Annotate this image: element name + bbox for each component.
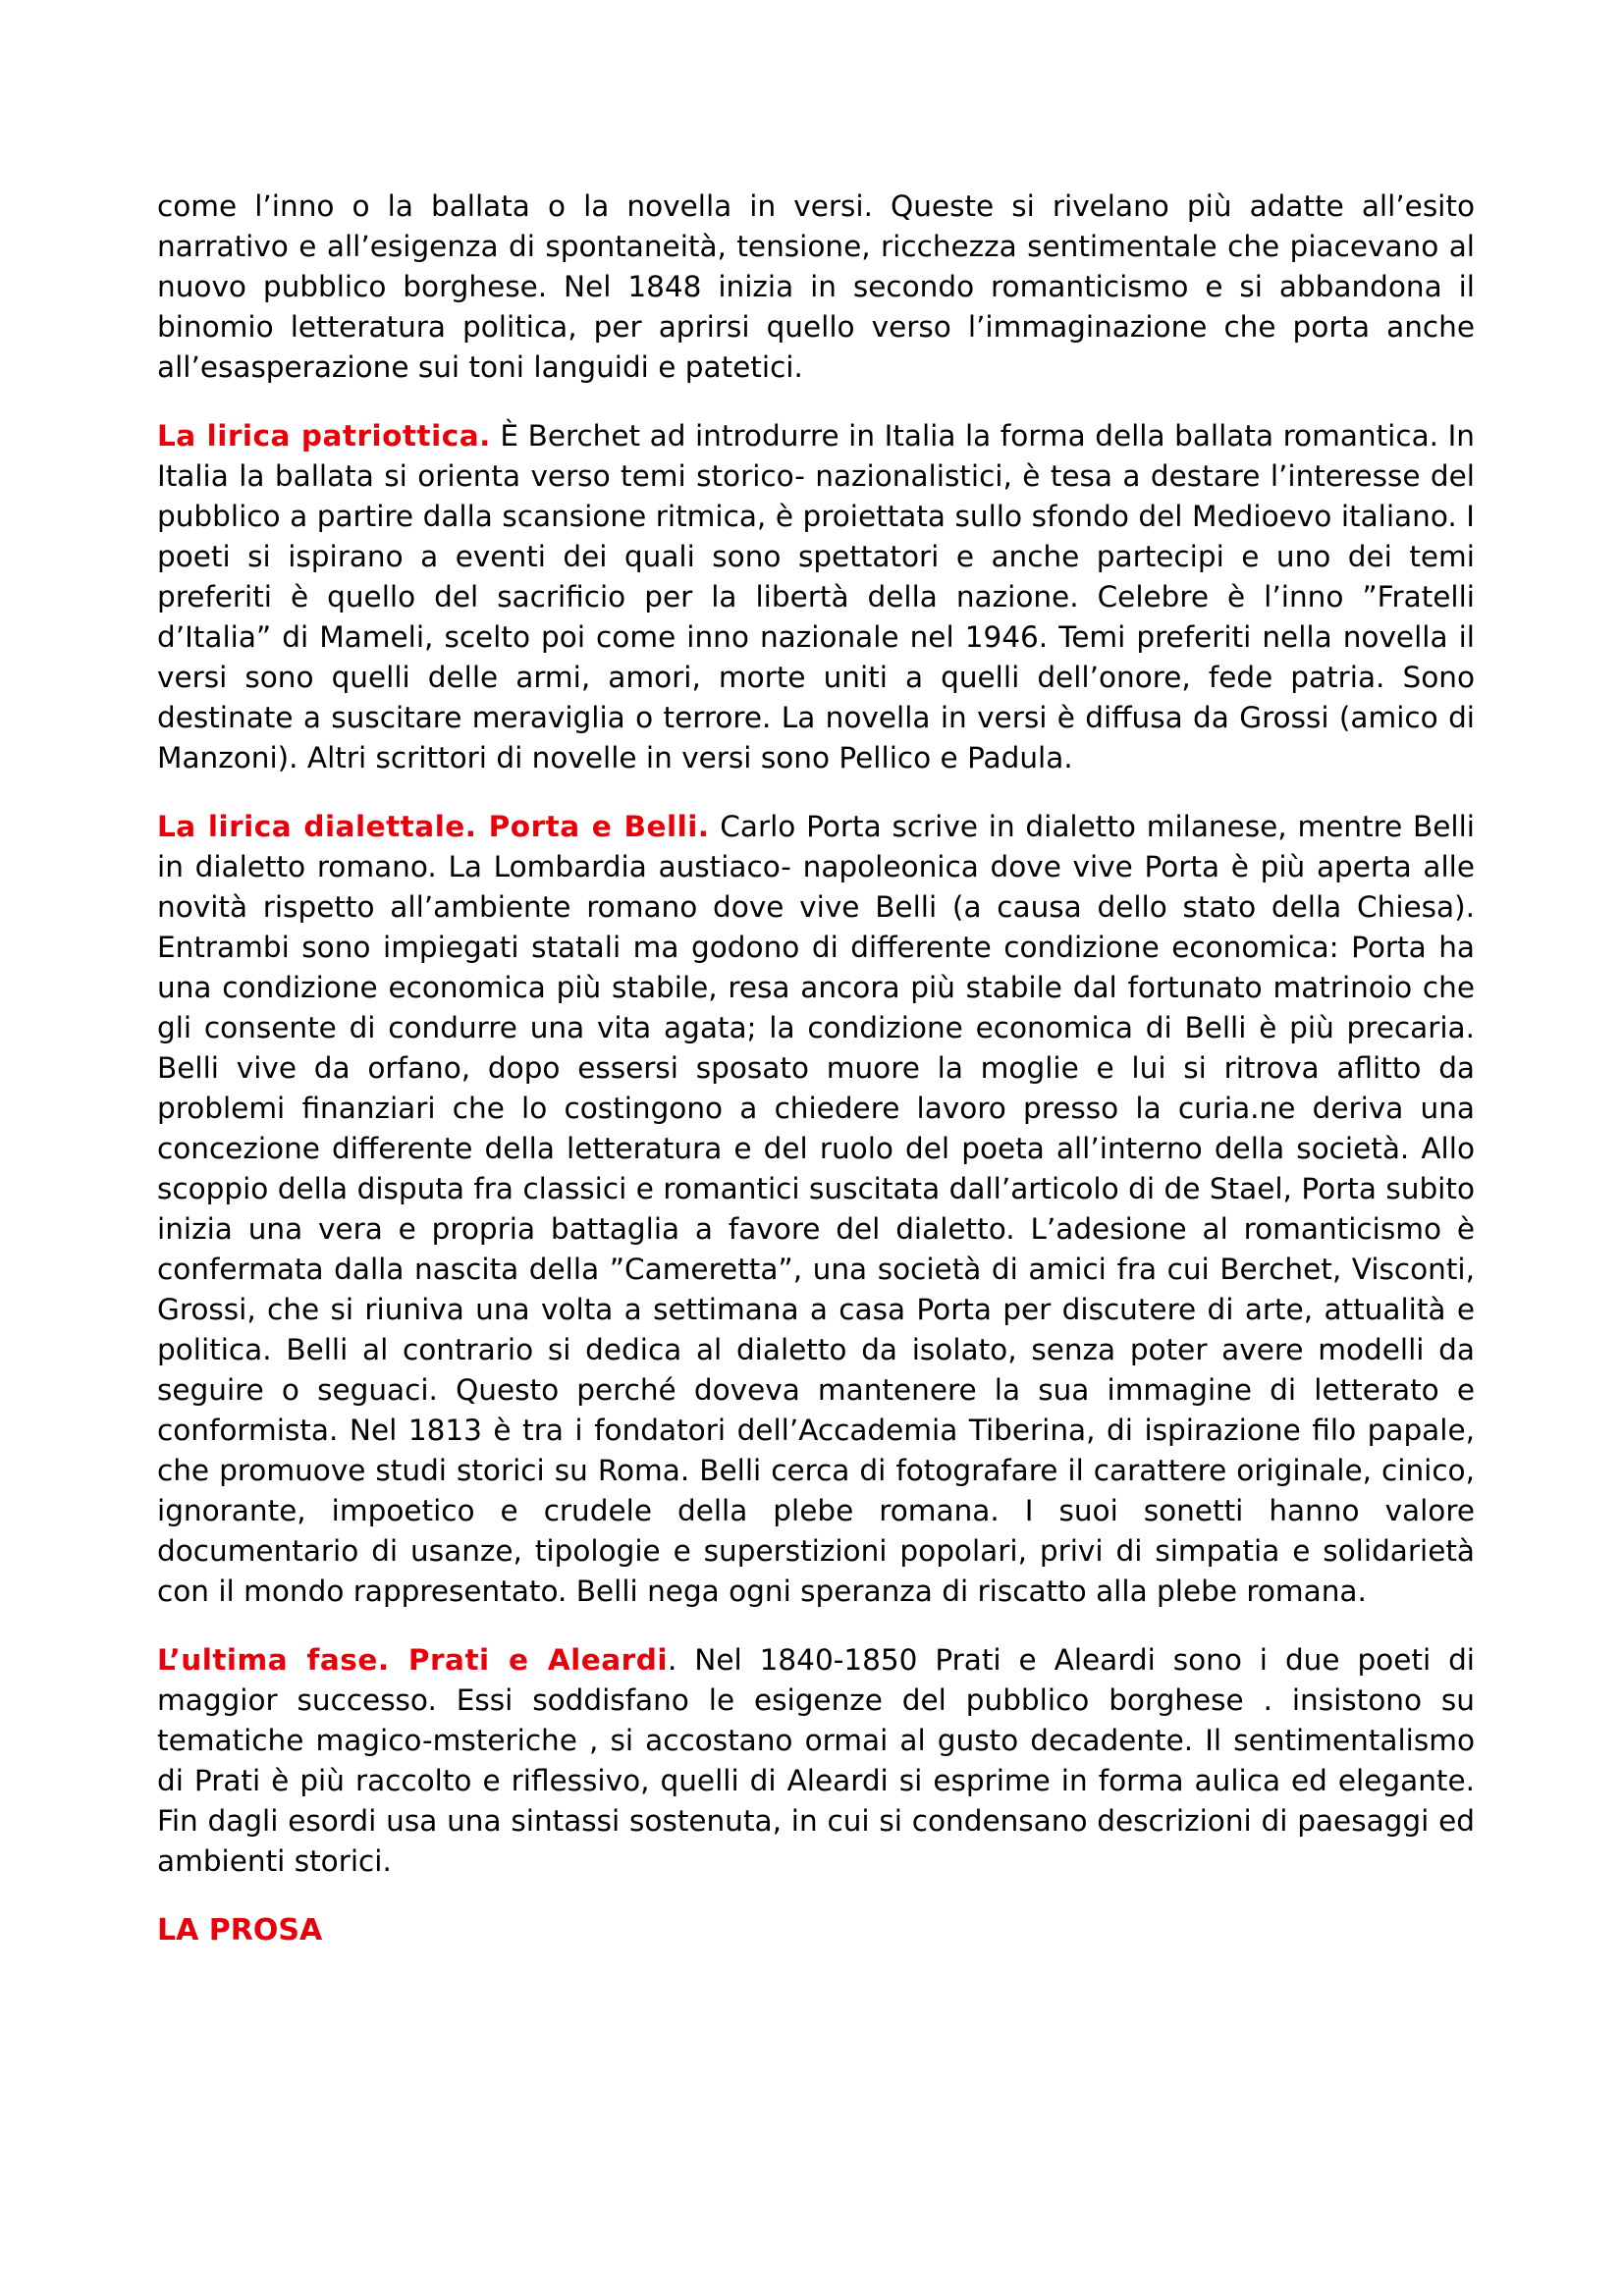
section-title: LA PROSA <box>157 1913 323 1948</box>
inline-heading: L’ultima fase. Prati e Aleardi <box>157 1643 668 1677</box>
document-page <box>157 187 1475 1950</box>
paragraph-text: Carlo Porta scrive in dialetto milanese, mentre Belli in dialetto romano. La Lombardia austiaco- napoleonica dove vive Porta è più aperta alle novità rispetto all’ambiente romano dove vive Belli (a causa dello stato della Chiesa). Entrambi sono impiegati statali ma godono di differente condizione economica: Porta ha una condizione economica più stabile, resa ancora più stabile dal fortunato matrinoio che gli consente di condurre una vita agata; la condizione economica di Belli è più precaria. Belli vive da orfano, dopo essersi sposato muore la moglie e lui si ritrova aflitto da problemi finanziari che lo costingono a chiedere lavoro presso la curia.ne deriva una concezione differente della letteratura e del ruolo del poeta all’interno della società. Allo scoppio della disputa fra classici e romantici suscitata dall’articolo di de Stael, Porta subito inizia una vera e propria battaglia a favore del dialetto. L’adesione al romanticismo è confermata dalla nascita della ”Cameretta”, una società di amici fra cui Berchet, Visconti, Grossi, che si riuniva una volta a settimana a casa Porta per discutere di arte, attualità e politica. Belli al contrario si dedica al dialetto da isolato, senza poter avere modelli da seguire o seguaci. Questo perché doveva mantenere la sua immagine di letterato e conformista. Nel 1813 è tra i fondatori dell’Accademia Tiberina, di ispirazione filo papale, che promuove studi storici su Roma. Belli cerca di fotografare il carattere originale, cinico, ignorante, impoetico e crudele della plebe romana. I suoi sonetti hanno valore documentario di usanze, tipologie e superstizioni popolari, privi di simpatia e solidarietà con il mondo rappresentato. Belli nega ogni speranza di riscatto alla plebe romana. <box>157 810 1475 1608</box>
paragraph-text: come l’inno o la ballata o la novella in versi. Queste si rivelano più adatte all’esito narrativo e all’esigenza di spontaneità, tensione, ricchezza sentimentale che piacevano al nuovo pubblico borghese. Nel 1848 inizia in secondo romanticismo e si abbandona il binomio letteratura politica, per aprirsi quello verso l’immaginazione che porta anche all’esasperazione sui toni languidi e patetici. <box>157 189 1475 384</box>
paragraph-lirica-dialettale <box>157 807 1475 1612</box>
inline-heading: La lirica dialettale. Porta e Belli. <box>157 810 710 843</box>
inline-heading: La lirica patriottica. <box>157 419 491 453</box>
paragraph-text: È Berchet ad introdurre in Italia la forma della ballata romantica. In Italia la ballata si orienta verso temi storico- nazionalistici, è tesa a destare l’interesse del pubblico a partire dalla scansione ritmica, è proiettata sullo sfondo del Medioevo italiano. I poeti si ispirano a eventi dei quali sono spettatori e anche partecipi e uno dei temi preferiti è quello del sacrificio per la libertà della nazione. Celebre è l’inno ”Fratelli d’Italia” di Mameli, scelto poi come inno nazionale nel 1946. Temi preferiti nella novella il versi sono quelli delle armi, amori, morte uniti a quelli dell’onore, fede patria. Sono destinate a suscitare meraviglia o terrore. La novella in versi è diffusa da Grossi (amico di Manzoni). Altri scrittori di novelle in versi sono Pellico e Padula. <box>157 419 1475 774</box>
paragraph-ultima-fase <box>157 1640 1475 1882</box>
paragraph-intro <box>157 187 1475 388</box>
paragraph-lirica-patriottica <box>157 416 1475 778</box>
paragraph-text: . Nel 1840-1850 Prati e Aleardi sono i due poeti di maggior successo. Essi soddisfano le esigenze del pubblico borghese . insistono su tematiche magico-msteriche , si accostano ormai al gusto decadente. Il sentimentalismo di Prati è più raccolto e riflessivo, quelli di Aleardi si esprime in forma aulica ed elegante. Fin dagli esordi usa una sintassi sostenuta, in cui si condensano descrizioni di paesaggi ed ambienti storici. <box>157 1643 1476 1878</box>
